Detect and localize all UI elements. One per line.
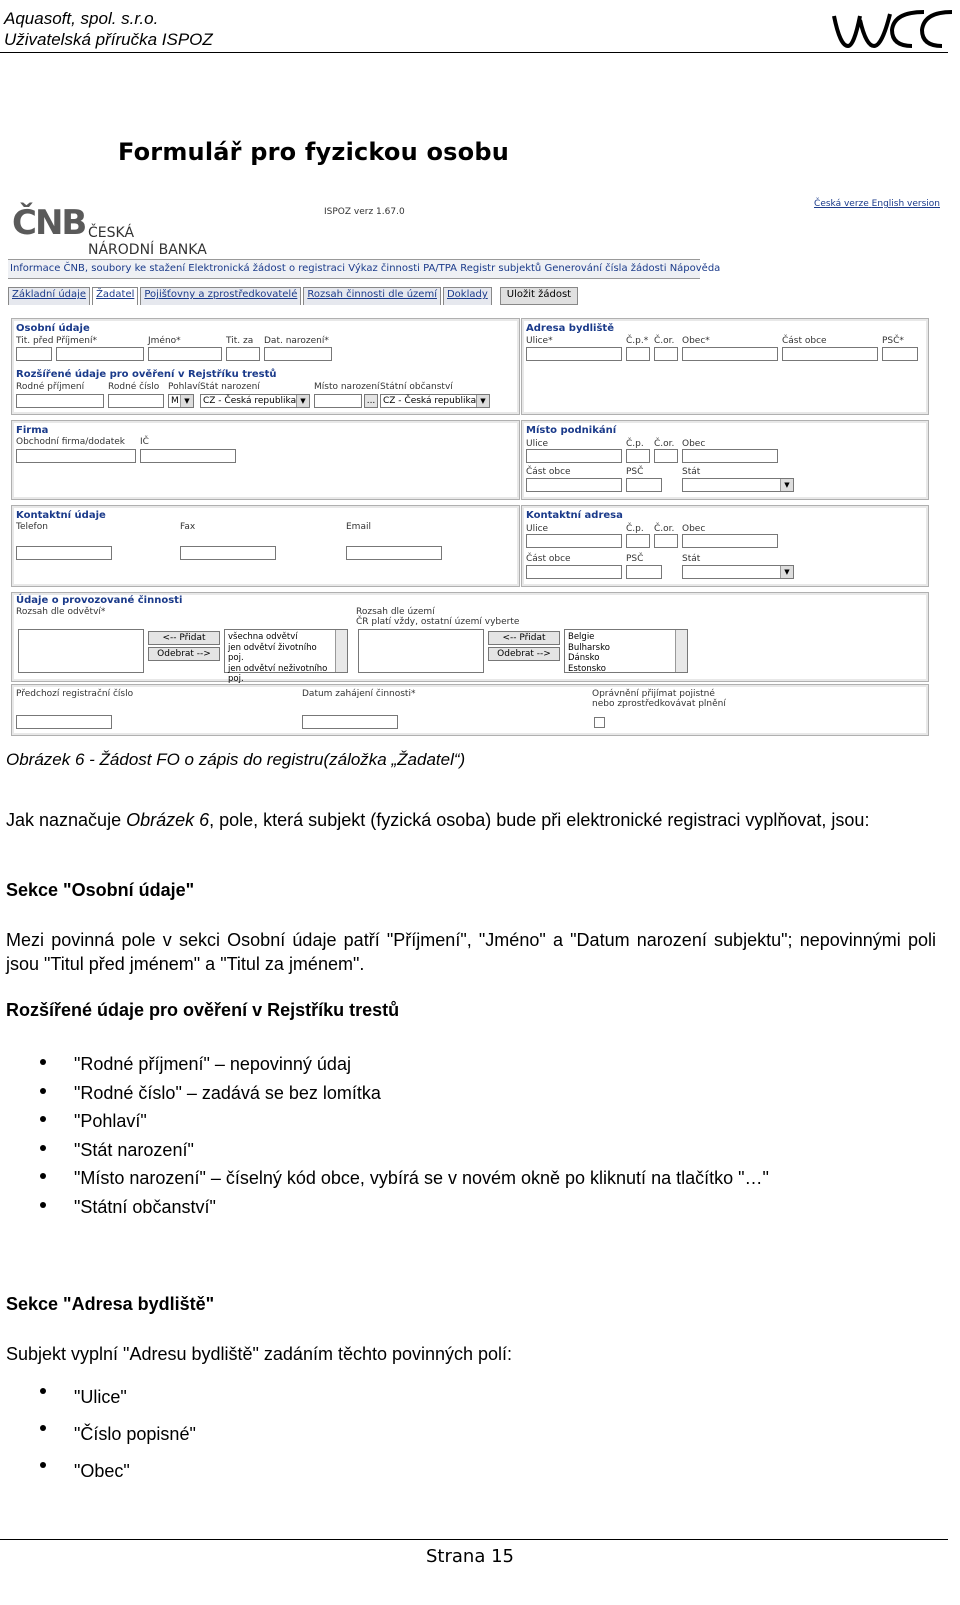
tab-doklady[interactable]: Doklady xyxy=(443,287,492,305)
misto-narozeni-input[interactable] xyxy=(314,394,362,408)
obcanstvi-value: CZ - Česká republika xyxy=(383,396,477,406)
panel-cinnost-title: Údaje o provozované činnosti xyxy=(16,595,183,606)
tit-pred-input[interactable] xyxy=(16,347,52,361)
label-email: Email xyxy=(346,522,371,532)
label-prijmeni: Příjmení* xyxy=(56,336,97,346)
adresa-cast-obce-input[interactable] xyxy=(782,347,878,361)
label-cast-obce: Část obce xyxy=(782,336,827,346)
list-item: "Rodné příjmení" – nepovinný údaj xyxy=(0,1050,769,1079)
label-rozsah-uzemi: Rozsah dle území xyxy=(356,607,435,617)
email-input[interactable] xyxy=(346,546,442,560)
panel-registrace xyxy=(11,684,929,736)
adresa-ulice-input[interactable] xyxy=(526,347,622,361)
opravneni-checkbox[interactable] xyxy=(594,717,605,728)
footer-rule xyxy=(0,1539,948,1540)
misto-narozeni-button[interactable]: ... xyxy=(364,394,378,408)
panel-ext-title: Rozšířené údaje pro ověření v Rejstříku trestů xyxy=(16,369,277,380)
adresa-psc-input[interactable] xyxy=(882,347,918,361)
fax-input[interactable] xyxy=(180,546,276,560)
odvetvi-remove-button[interactable]: Odebrat --> xyxy=(148,647,220,661)
kadresa-cast-input[interactable] xyxy=(526,565,622,579)
label-misto-obec: Obec xyxy=(682,439,706,449)
adresa-cp-input[interactable] xyxy=(626,347,650,361)
label-tit-pred: Tit. před xyxy=(16,336,54,346)
cnb-logo-line1: ČESKÁ xyxy=(88,225,135,241)
label-kadresa-psc: PSČ xyxy=(626,554,644,564)
uzemi-selected-list[interactable] xyxy=(358,629,484,673)
kadresa-stat-select[interactable] xyxy=(682,565,794,579)
cnb-logo-mark: ČNB xyxy=(12,203,86,243)
list-item: "Stát narození" xyxy=(0,1136,769,1165)
jmeno-input[interactable] xyxy=(148,347,222,361)
label-misto-narozeni: Místo narození xyxy=(314,382,380,392)
panel-firma-title: Firma xyxy=(16,425,49,436)
list-item[interactable]: Bulharsko xyxy=(568,642,610,653)
heading-osobni-udaje: Sekce "Osobní údaje" xyxy=(6,880,195,900)
main-nav[interactable]: Informace ČNB, soubory ke stažení Elektronická žádost o registraci Výkaz činnosti PA/TPA Registr subjektů Generování čísla žádosti Nápověda xyxy=(8,259,700,279)
list-item[interactable]: jen odvětví životního poj. xyxy=(228,642,317,663)
list-item: "Státní občanství" xyxy=(0,1193,769,1222)
intro-paragraph xyxy=(6,808,936,832)
stat-narozeni-select[interactable] xyxy=(200,394,310,408)
label-pohlavi: Pohlaví xyxy=(168,382,201,392)
label-telefon: Telefon xyxy=(16,522,48,532)
kadresa-cor-input[interactable] xyxy=(654,534,678,548)
ic-input[interactable] xyxy=(140,449,236,463)
label-misto-ulice: Ulice xyxy=(526,439,549,449)
datum-zahajeni-input[interactable] xyxy=(302,715,398,729)
label-psc: PSČ* xyxy=(882,336,904,346)
label-kadresa-cp: Č.p. xyxy=(626,524,644,534)
misto-cor-input[interactable] xyxy=(654,449,678,463)
label-kadresa-obec: Obec xyxy=(682,524,706,534)
uzemi-remove-button[interactable]: Odebrat --> xyxy=(488,647,560,661)
page-title: Formulář pro fyzickou osobu xyxy=(118,138,509,166)
pohlavi-value: M xyxy=(171,396,179,406)
rodne-cislo-input[interactable] xyxy=(108,394,164,408)
scrollbar[interactable] xyxy=(335,630,347,672)
list-item: "Ulice" xyxy=(0,1379,196,1416)
list-item[interactable]: Dánsko xyxy=(568,653,600,663)
uzemi-list[interactable] xyxy=(564,629,688,673)
obcanstvi-select[interactable] xyxy=(380,394,490,408)
panel-adresa xyxy=(521,318,929,415)
lang-cz-link[interactable]: Česká verze xyxy=(814,199,869,209)
label-rodne-cislo: Rodné číslo xyxy=(108,382,160,392)
heading-adresa-bydliste: Sekce "Adresa bydliště" xyxy=(6,1294,215,1314)
kadresa-ulice-input[interactable] xyxy=(526,534,622,548)
cnb-logo-line2: NÁRODNÍ BANKA xyxy=(88,242,207,258)
kadresa-cp-input[interactable] xyxy=(626,534,650,548)
panel-kontakt-title: Kontaktní údaje xyxy=(16,510,106,521)
panel-kontakt xyxy=(11,505,520,587)
list-item: "Místo narození" – číselný kód obce, vybírá se v novém okně po kliknutí na tlačítko "…" xyxy=(0,1164,769,1193)
misto-cast-input[interactable] xyxy=(526,478,622,492)
label-kadresa-stat: Stát xyxy=(682,554,701,564)
label-kadresa-cast: Část obce xyxy=(526,554,571,564)
heading-rozsirene-udaje: Rozšířené údaje pro ověření v Rejstříku trestů xyxy=(6,1000,400,1020)
obchodni-firma-input[interactable] xyxy=(16,449,136,463)
adresa-cor-input[interactable] xyxy=(654,347,678,361)
label-misto-stat: Stát xyxy=(682,467,701,477)
page-number: Strana 15 xyxy=(426,1546,514,1567)
list-item: "Pohlaví" xyxy=(0,1107,769,1136)
label-datum-zahajeni: Datum zahájení činnosti* xyxy=(302,689,416,699)
tab-zakladni[interactable]: Základní údaje xyxy=(8,287,90,305)
chevron-down-icon: ▼ xyxy=(180,395,193,407)
header-rule xyxy=(0,52,948,53)
odvetvi-add-button[interactable]: <-- Přidat xyxy=(148,631,220,645)
form-screenshot xyxy=(8,195,956,755)
chevron-down-icon: ▼ xyxy=(780,479,793,491)
tab-zadatel[interactable]: Žadatel xyxy=(92,287,138,305)
label-ic: IČ xyxy=(140,437,149,447)
rozsirene-udaje-list xyxy=(0,1050,769,1222)
label-predchozi-cislo: Předchozí registrační číslo xyxy=(16,689,134,699)
label-misto-psc: PSČ xyxy=(626,467,644,477)
panel-misto-title: Místo podnikání xyxy=(526,425,617,436)
panel-firma xyxy=(11,420,520,500)
label-jmeno: Jméno* xyxy=(148,336,181,346)
telefon-input[interactable] xyxy=(16,546,112,560)
label-misto-cp: Č.p. xyxy=(626,439,644,449)
intro-figure-ref: Obrázek 6 xyxy=(126,810,210,830)
label-kadresa-ulice: Ulice xyxy=(526,524,549,534)
adresa-bydliste-list xyxy=(0,1379,196,1490)
intro-text-1: Jak naznačuje xyxy=(6,810,127,830)
uzemi-add-button[interactable]: <-- Přidat xyxy=(488,631,560,645)
label-misto-cor: Č.or. xyxy=(654,439,675,449)
label-rozsah-uzemi-note: ČR platí vždy, ostatní území vyberte xyxy=(356,617,520,627)
panel-misto xyxy=(521,420,929,500)
panel-osobni xyxy=(11,318,520,415)
scrollbar[interactable] xyxy=(675,630,687,672)
pohlavi-select[interactable] xyxy=(168,394,194,408)
rodne-prijmeni-input[interactable] xyxy=(16,394,104,408)
panel-cinnost xyxy=(11,592,929,682)
chevron-down-icon: ▼ xyxy=(780,566,793,578)
lang-en-link[interactable]: English version xyxy=(871,199,940,209)
tab-rozsah[interactable]: Rozsah činnosti dle území xyxy=(303,287,441,305)
adresa-obec-input[interactable] xyxy=(682,347,778,361)
intro-text-2: , pole, která subjekt (fyzická osoba) bude při elektronické registraci vyplňovat, jsou: xyxy=(209,810,870,830)
label-rozsah-odvetvi: Rozsah dle odvětví* xyxy=(16,607,106,617)
tab-bar xyxy=(8,287,578,305)
company-logo-icon xyxy=(832,6,954,50)
stat-narozeni-value: CZ - Česká republika xyxy=(203,396,297,406)
panel-osobni-title: Osobní údaje xyxy=(16,323,90,334)
tit-za-input[interactable] xyxy=(226,347,260,361)
header-company: Aquasoft, spol. s.r.o. xyxy=(4,9,159,28)
prijmeni-input[interactable] xyxy=(56,347,144,361)
panel-kadresa-title: Kontaktní adresa xyxy=(526,510,623,521)
dat-narozeni-input[interactable] xyxy=(264,347,332,361)
label-ulice: Ulice* xyxy=(526,336,553,346)
figure-caption: Obrázek 6 - Žádost FO o zápis do registru(záložka „Žadatel“) xyxy=(6,750,466,769)
misto-cp-input[interactable] xyxy=(626,449,650,463)
misto-ulice-input[interactable] xyxy=(526,449,622,463)
misto-obec-input[interactable] xyxy=(682,449,778,463)
list-item: "Obec" xyxy=(0,1453,196,1490)
adresa-bydliste-paragraph: Subjekt vyplní "Adresu bydliště" zadáním těchto povinných polí: xyxy=(6,1344,513,1364)
label-rodne-prijmeni: Rodné příjmení xyxy=(16,382,85,392)
chevron-down-icon: ▼ xyxy=(296,395,309,407)
kadresa-psc-input[interactable] xyxy=(626,565,662,579)
header-doc-name: Uživatelská příručka ISPOZ xyxy=(4,30,213,49)
save-request-button[interactable]: Uložit žádost xyxy=(500,287,578,305)
list-item: "Číslo popisné" xyxy=(0,1416,196,1453)
misto-psc-input[interactable] xyxy=(626,478,662,492)
label-obchodni-firma: Obchodní firma/dodatek xyxy=(16,437,125,447)
odvetvi-selected-list[interactable] xyxy=(18,629,144,673)
odvetvi-list[interactable] xyxy=(224,629,348,684)
list-item[interactable]: všechna odvětví xyxy=(228,632,298,642)
list-item: "Rodné číslo" – zadává se bez lomítka xyxy=(0,1079,769,1108)
label-kadresa-cor: Č.or. xyxy=(654,524,675,534)
label-stat-narozeni: Stát narození xyxy=(200,382,260,392)
label-tit-za: Tit. za xyxy=(226,336,254,346)
tab-pojistovny[interactable]: Pojišťovny a zprostředkovatelé xyxy=(140,287,301,305)
label-cor: Č.or. xyxy=(654,336,675,346)
panel-kadresa xyxy=(521,505,929,587)
label-misto-cast: Část obce xyxy=(526,467,571,477)
misto-stat-select[interactable] xyxy=(682,478,794,492)
label-opravneni-1: Oprávnění přijímat pojistné xyxy=(592,689,715,699)
label-opravneni-2: nebo zprostředkovávat plnění xyxy=(592,699,726,709)
label-fax: Fax xyxy=(180,522,196,532)
predchozi-cislo-input[interactable] xyxy=(16,715,112,729)
panel-adresa-title: Adresa bydliště xyxy=(526,323,614,334)
list-item[interactable]: Belgie xyxy=(568,632,595,642)
label-obec: Obec* xyxy=(682,336,710,346)
list-item[interactable]: jen odvětví neživotního poj. xyxy=(228,663,328,684)
label-dat-narozeni: Dat. narození* xyxy=(264,336,329,346)
osobni-udaje-paragraph: Mezi povinná pole v sekci Osobní údaje patří "Příjmení", "Jméno" a "Datum narození subjektu"; nepovinnými poli jsou "Titul před jménem" a "Titul za jménem". xyxy=(6,930,936,974)
label-statni-obcanstvi: Státní občanství xyxy=(380,382,453,392)
kadresa-obec-input[interactable] xyxy=(682,534,778,548)
version-label: ISPOZ verz 1.67.0 xyxy=(324,207,405,217)
list-item[interactable]: Estonsko xyxy=(568,663,606,674)
label-cp: Č.p.* xyxy=(626,336,649,346)
chevron-down-icon: ▼ xyxy=(476,395,489,407)
